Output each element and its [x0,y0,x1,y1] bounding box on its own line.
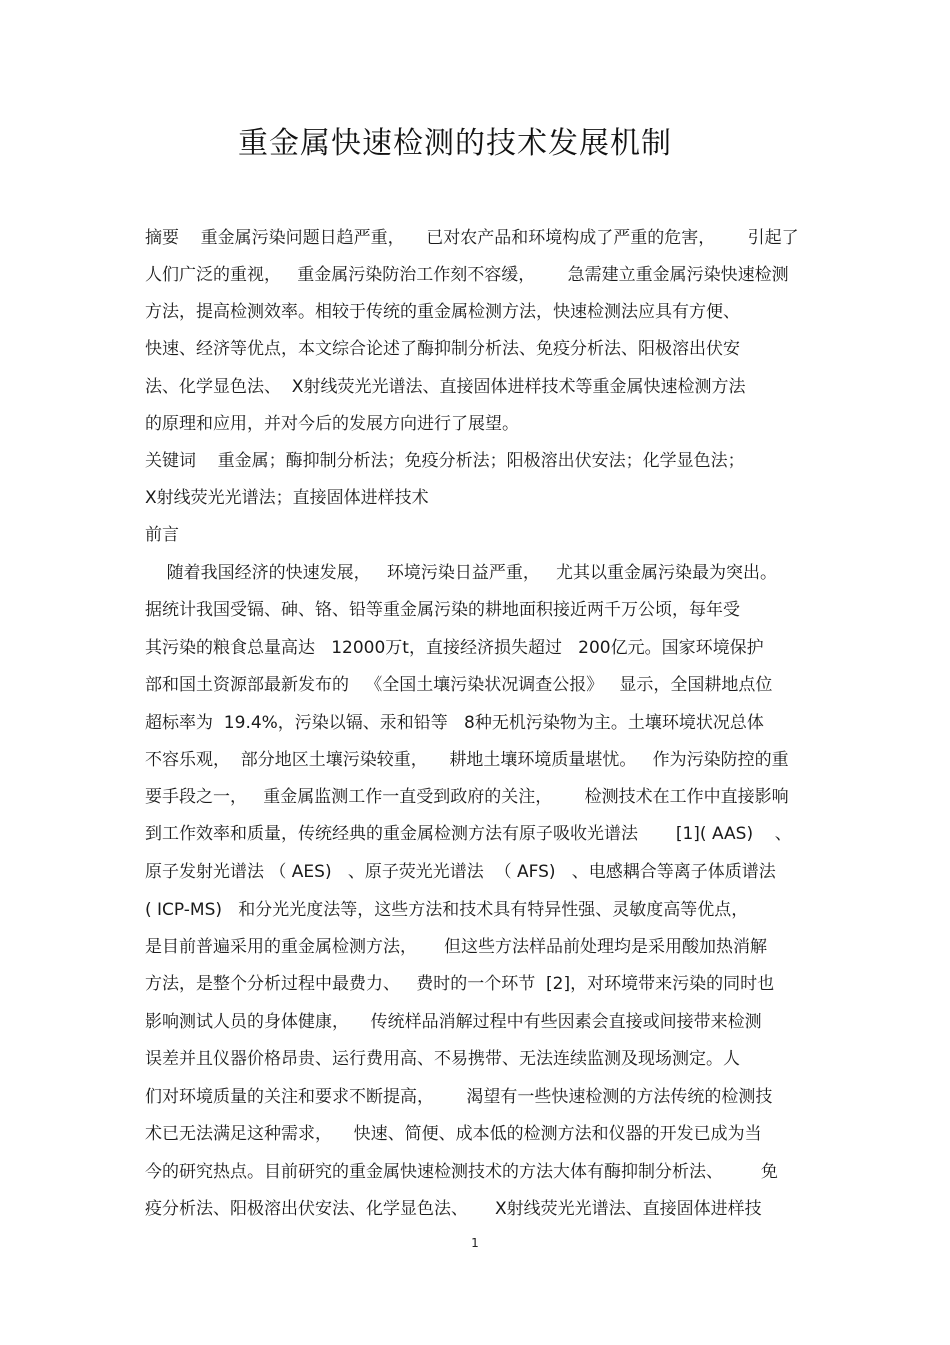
page-number: 1 [471,1236,479,1250]
text-line: 前言 [145,525,179,545]
text-line: 方法，是整个分析过程中最费力、 费时的一个环节 [2]，对环境带来污染的同时也 [145,974,775,994]
text-line: 方法，提高检测效率。相较于传统的重金属检测方法，快速检测法应具有方便、 [145,302,740,322]
text-line: 术已无法满足这种需求， 快速、简便、成本低的检测方法和仪器的开发已成为当 [145,1124,762,1144]
text-line: 关键词 重金属；酶抑制分析法；免疫分析法；阳极溶出伏安法；化学显色法； [145,451,745,471]
text-line: 原子发射光谱法 （ AES) 、原子荧光光谱法 （ AFS) 、电感耦合等离子体质谱法 [145,862,776,882]
text-line: 今的研究热点。目前研究的重金属快速检测技术的方法大体有酶抑制分析法、 免 [145,1162,778,1182]
text-line: 影响测试人员的身体健康， 传统样品消解过程中有些因素会直接或间接带来检测 [145,1012,762,1032]
text-line: 快速、经济等优点，本文综合论述了酶抑制分析法、免疫分析法、阳极溶出伏安 [145,339,740,359]
text-line: 是目前普遍采用的重金属检测方法， 但这些方法样品前处理均是采用酸加热消解 [145,937,768,957]
text-line: X射线荧光光谱法；直接固体进样技术 [145,488,429,508]
text-line: 随着我国经济的快速发展， 环境污染日益严重， 尤其以重金属污染最为突出。 [145,563,778,583]
text-line: 的原理和应用，并对今后的发展方向进行了展望。 [145,414,519,434]
text-line: 超标率为 19.4%，污染以镉、汞和铅等 8种无机污染物为主。土壤环境状况总体 [145,713,764,733]
text-line: 到工作效率和质量，传统经典的重金属检测方法有原子吸收光谱法 [1]( AAS) 、 [145,824,792,844]
text-line: 部和国土资源部最新发布的 《全国土壤污染状况调查公报》 显示，全国耕地点位 [145,675,773,695]
text-line: 们对环境质量的关注和要求不断提高， 渴望有一些快速检测的方法传统的检测技 [145,1087,773,1107]
text-line: 其污染的粮食总量高达 12000万t，直接经济损失超过 200亿元。国家环境保护 [145,638,764,658]
text-line: 误差并且仪器价格昂贵、运行费用高、不易携带、无法连续监测及现场测定。人 [145,1049,740,1069]
text-line: ( ICP-MS) 和分光光度法等，这些方法和技术具有特异性强、灵敏度高等优点， [145,900,749,920]
text-line: 要手段之一， 重金属监测工作一直受到政府的关注， 检测技术在工作中直接影响 [145,787,789,807]
text-line: 据统计我国受镉、砷、铬、铅等重金属污染的耕地面积接近两千万公顷，每年受 [145,600,740,620]
document-title: 重金属快速检测的技术发展机制 [238,126,672,161]
text-line: 法、化学显色法、 X射线荧光光谱法、直接固体进样技术等重金属快速检测方法 [145,377,746,397]
text-line: 不容乐观， 部分地区土壤污染较重， 耕地土壤环境质量堪忧。 作为污染防控的重 [145,750,789,770]
text-line: 疫分析法、阳极溶出伏安法、化学显色法、 X射线荧光光谱法、直接固体进样技 [145,1199,762,1219]
text-line: 摘要 重金属污染问题日趋严重， 已对农产品和环境构成了严重的危害， 引起了 [145,228,799,248]
text-line: 人们广泛的重视， 重金属污染防治工作刻不容缓， 急需建立重金属污染快速检测 [145,265,789,285]
